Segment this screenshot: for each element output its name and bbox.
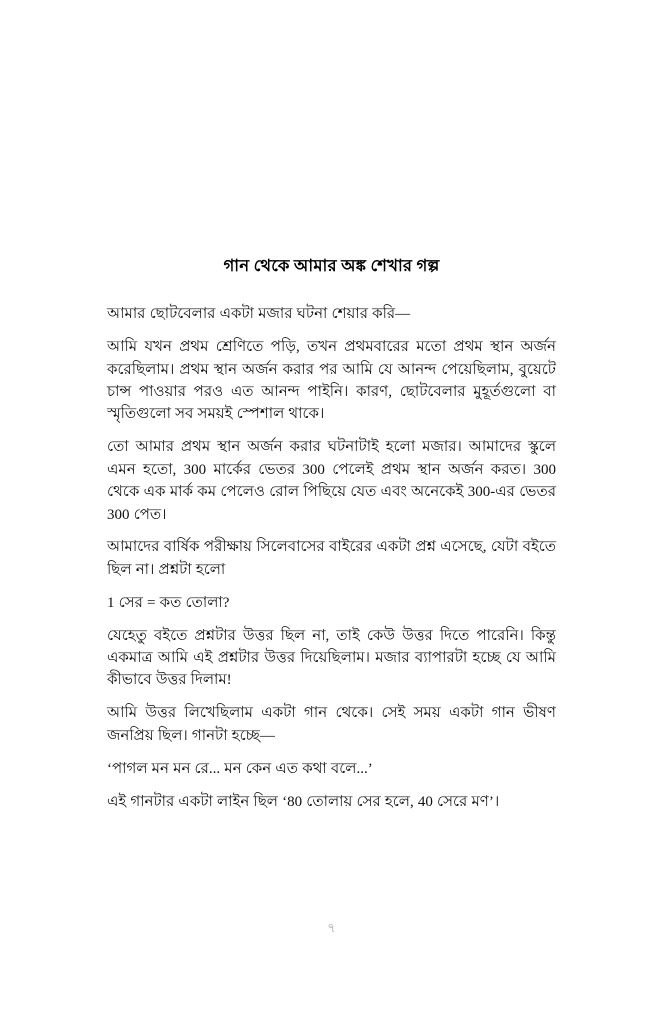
body-paragraph-6: আমি উত্তর লিখেছিলাম একটা গান থেকে। সেই সময় একটা গান ভীষণ জনপ্রিয় ছিল। গানটা হচ্ছে— [107,705,556,744]
page-content [107,255,556,813]
question-line: 1 সের = কত তোলা? [107,594,230,611]
chapter-title: গান থেকে আমার অঙ্ক শেখার গল্প [223,256,440,275]
page-number: ৭ [327,920,336,935]
body-paragraph-3: তো আমার প্রথম স্থান অর্জন করার ঘটনাটাই হলো মজার। আমাদের স্কুলে এমন হতো, 300 মার্কের ভেতর 300 পেলেই প্রথম স্থান অর্জন করত। 300 থেকে এক মার্ক কম পেলেও রোল পিছিয়ে যেত এবং অনেকেই 300-এর ভেতর 300 পেত। [107,439,556,523]
body-paragraph-5: যেহেতু বইতে প্রশ্নটার উত্তর ছিল না, তাই কেউ উত্তর দিতে পারেনি। কিন্তু একমাত্র আমি এই প্রশ্নটার উত্তর দিয়েছিলাম। মজার ব্যাপারটা হচ্ছে যে আমি কীভাবে উত্তর দিলাম! [107,627,556,689]
body-paragraph-7: এই গানটার একটা লাইন ছিল ‘80 তোলায় সের হলে, 40 সেরে মণ’। [107,793,500,810]
body-paragraph-1: আমার ছোটবেলার একটা মজার ঘটনা শেয়ার করি— [107,306,411,323]
song-lyric-line: ‘পাগল মন মন রে... মন কেন এত কথা বলে...’ [107,760,373,777]
body-paragraph-2: আমি যখন প্রথম শ্রেণিতে পড়ি, তখন প্রথমবারের মতো প্রথম স্থান অর্জন করেছিলাম। প্রথম স্থান অর্জন করার পর আমি যে আনন্দ পেয়েছিলাম, বুয়েটে চান্স পাওয়ার পরও এত আনন্দ পাইনি। কারণ, ছোটবেলার মুহূর্তগুলো বা স্মৃতিগুলো সব সময়ই স্পেশাল থাকে। [107,339,556,423]
body-paragraph-4: আমাদের বার্ষিক পরীক্ষায় সিলেবাসের বাইরের একটা প্রশ্ন এসেছে, যেটা বইতে ছিল না। প্রশ্নটা হলো [107,539,556,578]
